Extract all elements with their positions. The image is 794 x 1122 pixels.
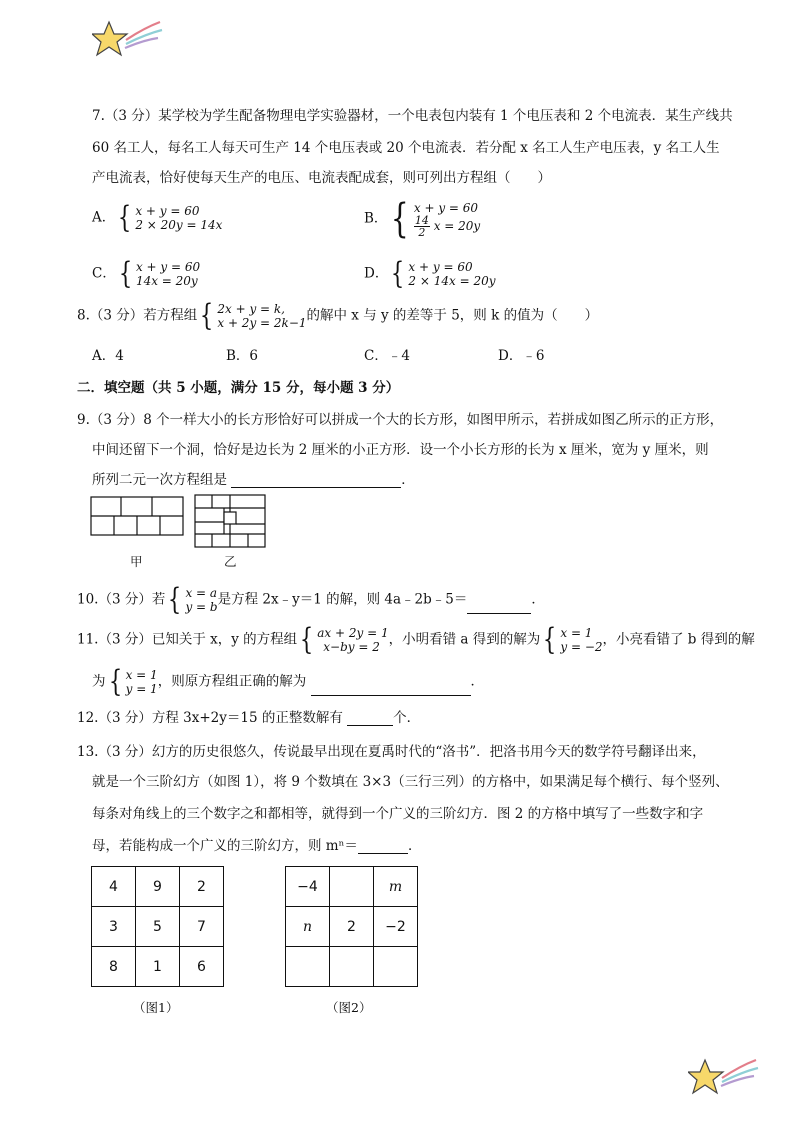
q7-stem-line3: 产电流表，恰好使每天生产的电压、电流表配成套，则可列出方程组（ ） [92, 170, 551, 186]
grid1-cell: 7 [180, 907, 224, 947]
q7-c-eq1: x + y = 60 [135, 260, 201, 274]
q7-a-eq2: 2 × 20y = 14x [135, 218, 223, 232]
grid1-cell: 4 [92, 867, 136, 907]
grid1-cell: 9 [136, 867, 180, 907]
q8-option-d[interactable]: D．﹣6 [498, 348, 545, 364]
q11-stem-line1: 11.（3 分）已知关于 x，y 的方程组 { ax + 2y = 1 x−by = 2 ，小明看错 a 得到的解为 { x = 1 y = −2 ，小亮看错了 b 得到的解 [77, 622, 755, 657]
q10-stem: 10.（3 分）若 { x = a y = b 是方程 2x﹣y＝1 的解，则 4a﹣2b﹣5＝ ． [77, 582, 545, 617]
q13-answer-blank[interactable] [358, 853, 408, 854]
grid1-row [92, 947, 224, 987]
q11-ming-x: x = 1 [560, 626, 593, 640]
figure2-caption: （图2） [326, 1000, 372, 1015]
q8-eq2: x + 2y = 2k−1 [217, 316, 307, 330]
grid2-row [286, 867, 418, 907]
grid1-cell: 2 [180, 867, 224, 907]
grid2-cell: −4 [286, 867, 330, 907]
q7-option-a[interactable]: A． { x + y = 60 2 × 20y = 14x [92, 200, 223, 235]
q13-stem-line2: 就是一个三阶幻方（如图 1），将 9 个数填在 3×3（三行三列）的方格中，如果满足每个横行、每个竖列、 [92, 774, 729, 790]
q8-option-b[interactable]: B．6 [226, 348, 259, 364]
q7-option-b[interactable]: B． { x + y = 60 $\frac{14}{2}$ x = 20y [364, 196, 481, 242]
q10-eq1: x = a [185, 586, 218, 600]
q9-stem-line2: 中间还留下一个洞，恰好是边长为 2 厘米的小正方形．设一个小长方形的长为 x 厘米，宽为 y 厘米，则 [92, 442, 709, 458]
q9-stem-line1: 9.（3 分）8 个一样大小的长方形恰好可以拼成一个大的长方形，如图甲所示，若拼成如图乙所示的正方形， [77, 412, 724, 428]
grid2-row [286, 947, 418, 987]
grid1-cell: 5 [136, 907, 180, 947]
q10-answer-blank[interactable] [467, 613, 531, 614]
q12-stem: 12.（3 分）方程 3x+2y＝15 的正整数解有 个． [77, 710, 421, 726]
q9-figure-yi [194, 494, 266, 548]
q11-stem-line2: 为 { x = 1 y = 1 ，则原方程组正确的解为 ． [92, 664, 484, 699]
q7-stem-line2: 60 名工人，每名工人每天可生产 14 个电压表或 20 个电流表．若分配 x 名工人生产电压表，y 名工人生 [92, 140, 720, 156]
q13-stem-line1: 13.（3 分）幻方的历史很悠久，传说最早出现在夏禹时代的“洛书”．把洛书用今天的数学符号翻译出来， [77, 744, 706, 760]
q8-eq1: 2x + y = k, [217, 302, 285, 316]
q9-stem-line3: 所列二元一次方程组是 ． [92, 472, 415, 488]
shooting-star-icon [688, 1052, 760, 1098]
q7-d-eq1: x + y = 60 [408, 260, 473, 274]
grid2-cell: n [286, 907, 330, 947]
q10-eq2: y = b [185, 600, 218, 614]
q12-answer-blank[interactable] [347, 725, 393, 726]
q7-d-eq2: 2 × 14x = 20y [408, 274, 496, 288]
grid1-cell: 1 [136, 947, 180, 987]
q11-ming-y: y = −2 [560, 640, 603, 654]
grid1-cell: 3 [92, 907, 136, 947]
q11-eq2: x−by = 2 [323, 640, 380, 654]
grid1-row [92, 867, 224, 907]
grid2-cell [330, 867, 374, 907]
q11-answer-blank[interactable] [311, 695, 471, 696]
q9-answer-blank[interactable] [231, 487, 401, 488]
shooting-star-icon [92, 14, 164, 60]
q7-a-eq1: x + y = 60 [135, 204, 200, 218]
q8-stem: 8.（3 分）若方程组 { 2x + y = k, x + 2y = 2k−1 的解中 x 与 y 的差等于 5，则 k 的值为（ ） [77, 298, 599, 333]
grid1-cell: 6 [180, 947, 224, 987]
q7-b-eq2: $\frac{14}{2}$ x = 20y [414, 213, 481, 239]
q9-figure-jia-label: 甲 [130, 554, 143, 569]
q13-stem-line4: 母，若能构成一个广义的三阶幻方，则 mⁿ＝ ． [92, 838, 422, 854]
grid2-row [286, 907, 418, 947]
grid2-cell [330, 947, 374, 987]
grid2-cell [374, 947, 418, 987]
q8-option-c[interactable]: C．﹣4 [364, 348, 410, 364]
q11-eq1: ax + 2y = 1 [317, 626, 389, 640]
section-title-fill-in: 二．填空题（共 5 小题，满分 15 分，每小题 3 分） [77, 380, 400, 396]
q7-b-eq1: x + y = 60 [413, 200, 479, 215]
q7-c-eq2: 14x = 20y [135, 274, 198, 288]
q13-stem-line3: 每条对角线上的三个数字之和都相等，就得到一个广义的三阶幻方．图 2 的方格中填写了一些数字和字 [92, 806, 704, 822]
grid2-cell: −2 [374, 907, 418, 947]
q11-liang-x: x = 1 [125, 668, 158, 682]
grid2-cell: m [374, 867, 418, 907]
magic-square-figure2 [285, 866, 418, 987]
grid1-cell: 8 [92, 947, 136, 987]
q7-option-d[interactable]: D． { x + y = 60 2 × 14x = 20y [364, 256, 496, 291]
q9-figure-yi-label: 乙 [224, 554, 237, 569]
q9-figure-jia [90, 496, 184, 536]
grid1-row [92, 907, 224, 947]
q11-liang-y: y = 1 [125, 682, 158, 696]
grid2-cell: 2 [330, 907, 374, 947]
q7-stem-line1: 7.（3 分）某学校为学生配备物理电学实验器材，一个电表包内装有 1 个电压表和 2 个电流表．某生产线共 [92, 108, 733, 124]
grid2-cell [286, 947, 330, 987]
q7-option-c[interactable]: C． { x + y = 60 14x = 20y [92, 256, 201, 291]
figure1-caption: （图1） [133, 1000, 179, 1015]
magic-square-figure1 [91, 866, 224, 987]
q8-option-a[interactable]: A．4 [92, 348, 124, 364]
